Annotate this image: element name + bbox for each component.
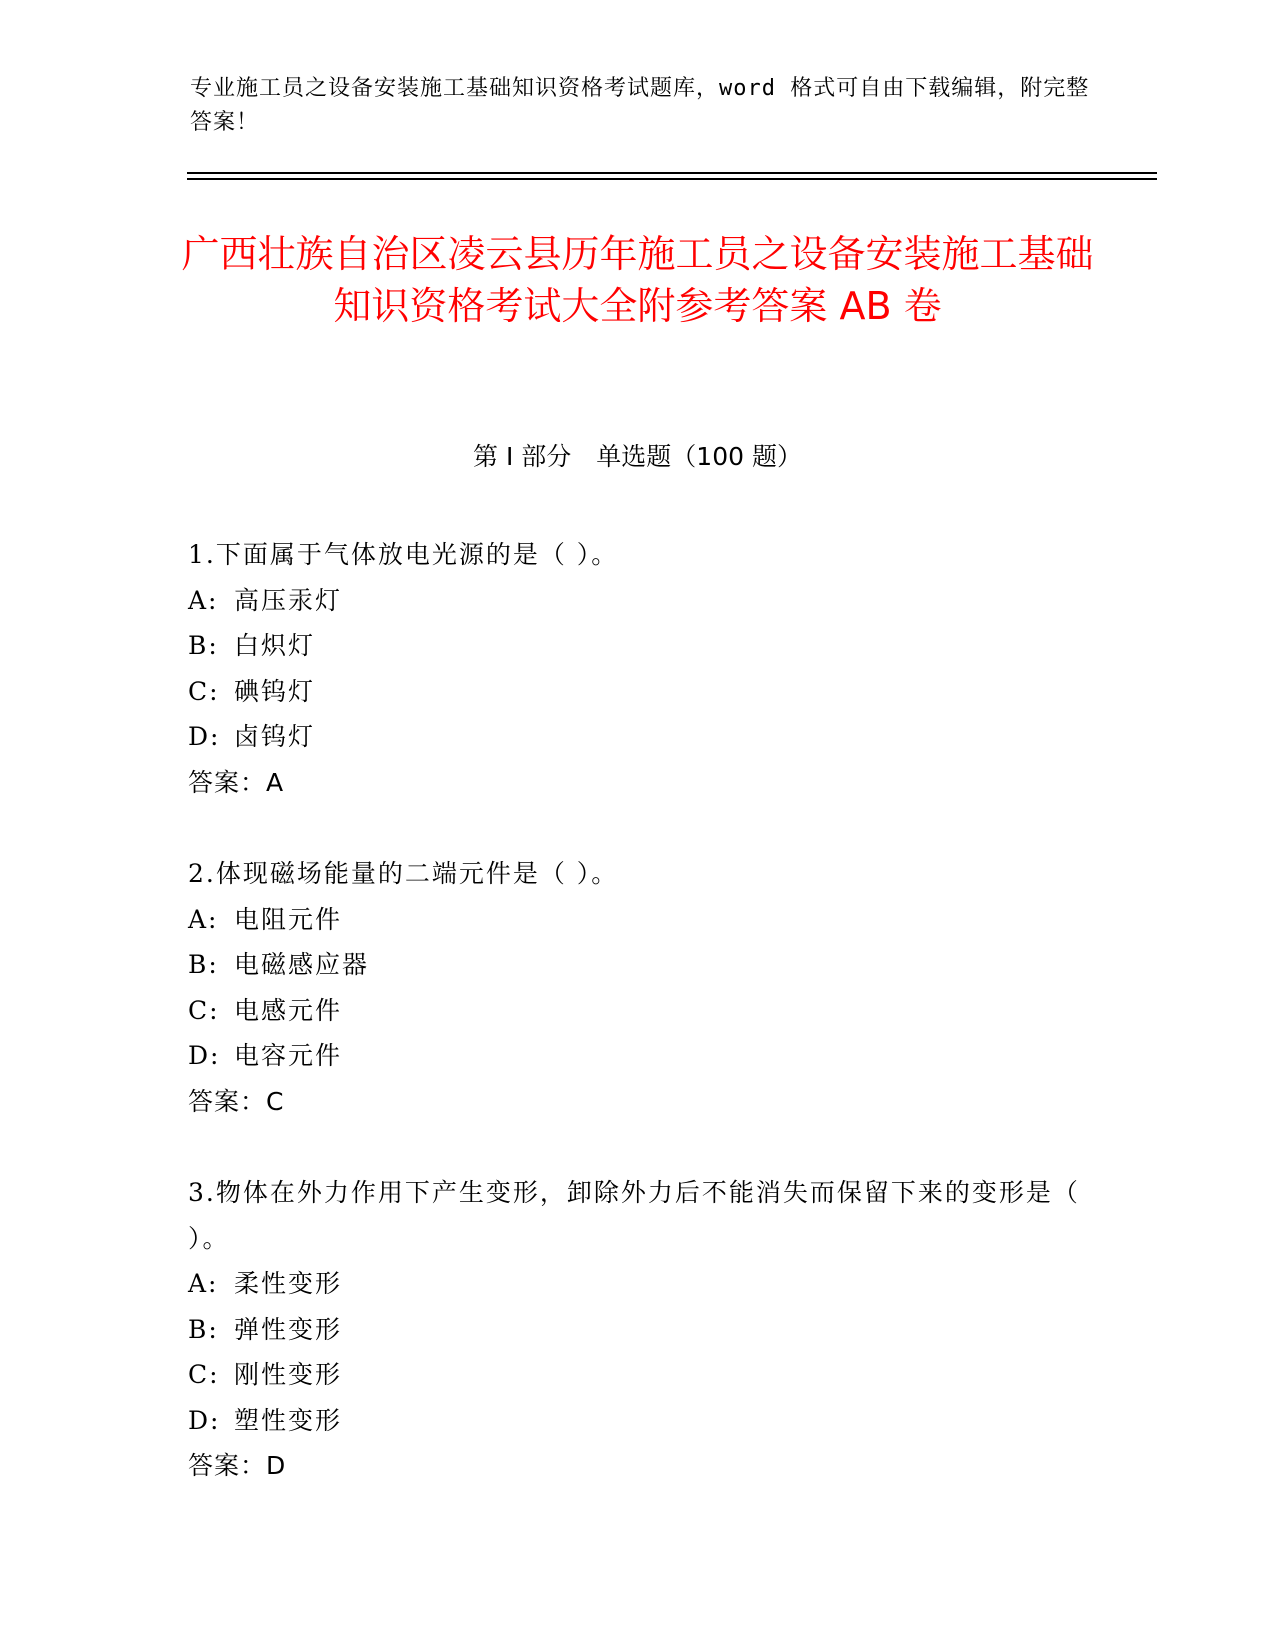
option-c [188,669,1088,715]
option-letter: B: [188,631,219,660]
option-letter: B: [188,950,219,979]
option-b [188,1307,1088,1353]
option-letter: D: [188,1405,221,1435]
question-2 [188,851,1088,1124]
answer-line [188,1443,1088,1489]
answer-line [188,1079,1088,1125]
header-rule-top [187,172,1157,174]
option-letter: A: [188,904,219,934]
answer-value: C [266,1086,285,1116]
option-b [188,942,1088,988]
answer-value: D [266,1451,287,1480]
document-title: 广西壮族自治区凌云县历年施工员之设备安装施工基础知识资格考试大全附参考答案 AB 卷 [181,232,1094,328]
option-b [188,623,1088,669]
question-stem: 2.体现磁场能量的二端元件是（ ）。 [188,859,619,888]
option-text: 白炽灯 [234,631,316,660]
option-letter: C: [188,1360,220,1389]
option-text: 电容元件 [234,1041,343,1070]
option-letter: D: [188,722,221,751]
answer-value: A [266,767,285,797]
option-letter: B: [188,1314,219,1344]
option-text: 卤钨灯 [234,722,316,751]
question-1 [188,532,1088,805]
option-text: 塑性变形 [234,1405,343,1435]
question-list [188,532,1088,1535]
option-d [188,1398,1088,1444]
option-text: 弹性变形 [234,1314,343,1344]
option-c [188,1352,1088,1398]
question-stem: 3.物体在外力作用下产生变形，卸除外力后不能消失而保留下来的变形是（ ）。 [188,1178,1080,1253]
answer-label: 答案： [188,1086,267,1116]
answer-line [188,760,1088,806]
option-letter: A: [188,1269,219,1298]
header-rule-bottom [187,178,1157,180]
option-text: 刚性变形 [234,1360,343,1389]
option-letter: C: [188,995,220,1025]
answer-label: 答案： [188,767,267,797]
option-d [188,1033,1088,1079]
option-d [188,714,1088,760]
option-a [188,1261,1088,1307]
option-text: 电阻元件 [234,904,343,934]
option-text: 柔性变形 [234,1269,343,1298]
option-text: 碘钨灯 [234,676,316,706]
option-a [188,578,1088,624]
question-stem: 1.下面属于气体放电光源的是（ ）。 [188,540,619,569]
answer-label: 答案： [188,1451,267,1480]
option-letter: D: [188,1041,221,1070]
section-heading: 第 I 部分 单选题（100 题） [473,442,802,471]
question-3 [188,1170,1088,1489]
option-letter: C: [188,676,220,706]
header-note: 专业施工员之设备安装施工基础知识资格考试题库，word 格式可自由下载编辑，附完整答案！ [190,76,1090,135]
option-c [188,988,1088,1034]
option-text: 电磁感应器 [234,950,370,979]
option-text: 高压汞灯 [234,585,343,615]
option-letter: A: [188,585,219,615]
option-a [188,897,1088,943]
option-text: 电感元件 [234,995,343,1025]
